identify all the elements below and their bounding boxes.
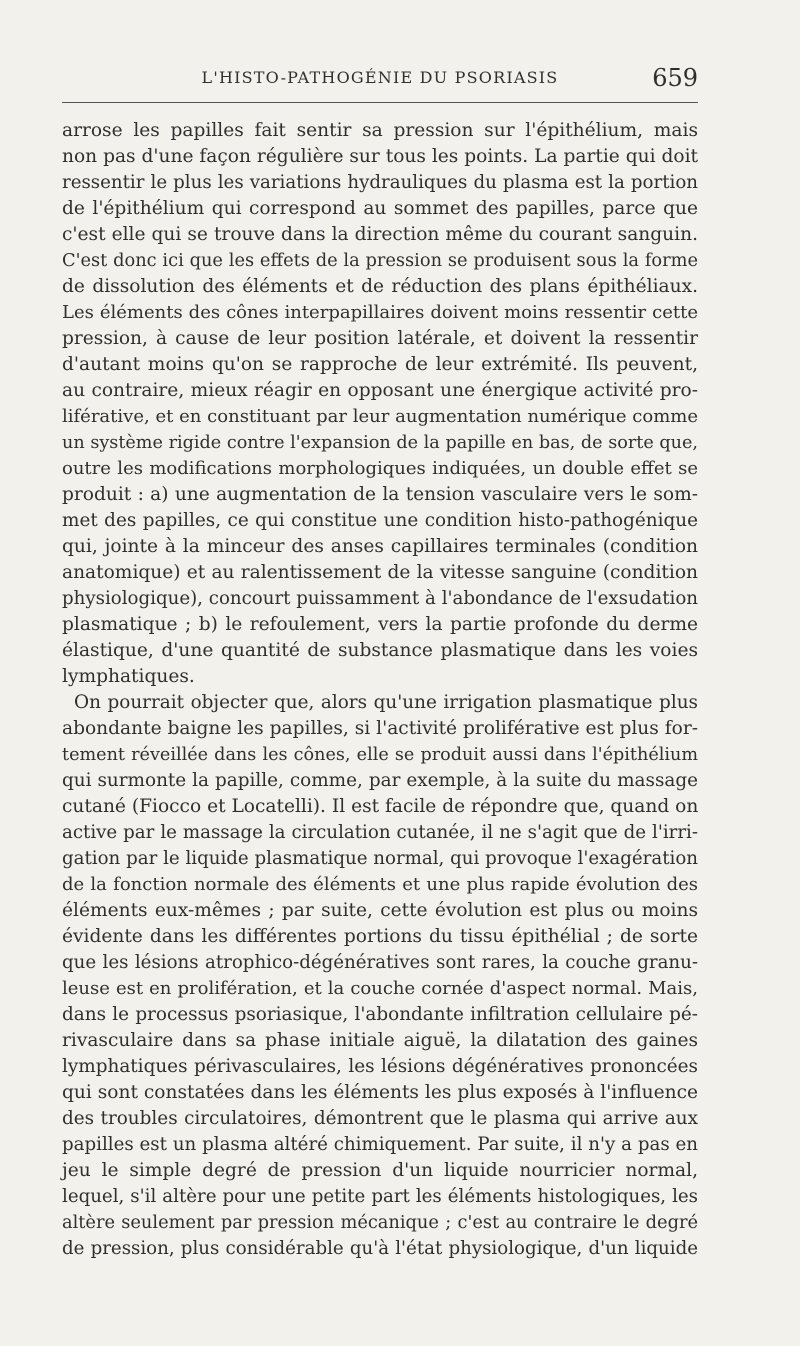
text-line: c'est elle qui se trouve dans la direction même du courant sanguin. xyxy=(62,224,698,245)
text-line: éléments eux-mêmes ; par suite, cette évolution est plus ou moins xyxy=(62,900,698,921)
text-line: tement réveillée dans les cônes, elle se produit aussi dans l'épithélium xyxy=(62,745,698,765)
text-line: cutané (Fiocco et Locatelli). Il est facile de répondre que, quand on xyxy=(62,796,699,817)
body-text xyxy=(62,118,698,1262)
text-line: leuse est en prolifération, et la couche cornée d'aspect normal. Mais, xyxy=(62,978,698,999)
text-line: plasmatique ; b) le refoulement, vers la partie profonde du derme xyxy=(62,614,698,635)
text-line: abondante baigne les papilles, si l'activité proliférative est plus for- xyxy=(62,718,698,739)
header-rule xyxy=(62,102,698,103)
text-line: jeu le simple degré de pression d'un liquide nourricier normal, xyxy=(62,1160,698,1181)
text-line: qui sont constatées dans les éléments les plus exposés à l'influence xyxy=(62,1082,698,1103)
text-line: pression, à cause de leur position latérale, et doivent la ressentir xyxy=(62,328,698,349)
text-line: gation par le liquide plasmatique normal, qui provoque l'exagération xyxy=(62,848,698,869)
text-line: qui surmonte la papille, comme, par exemple, à la suite du massage xyxy=(62,770,698,791)
text-line: non pas d'une façon régulière sur tous les points. La partie qui doit xyxy=(62,146,698,167)
text-line: active par le massage la circulation cutanée, il ne s'agit que de l'irri- xyxy=(62,822,698,843)
text-line: outre les modifications morphologiques indiquées, un double effet se xyxy=(62,458,698,479)
text-line: On pourrait objecter que, alors qu'une irrigation plasmatique plus xyxy=(74,692,698,713)
text-line: physiologique), concourt puissamment à l'abondance de l'exsudation xyxy=(62,588,698,609)
text-line: anatomique) et au ralentissement de la vitesse sanguine (condition xyxy=(62,562,698,583)
text-line: élastique, d'une quantité de substance plasmatique dans les voies xyxy=(62,640,698,661)
running-title: L'HISTO-PATHOGÉNIE DU PSORIASIS xyxy=(201,68,559,87)
text-line: de la fonction normale des éléments et une plus rapide évolution des xyxy=(62,874,698,895)
text-line: rivasculaire dans sa phase initiale aiguë, la dilatation des gaines xyxy=(62,1030,698,1051)
text-line: évidente dans les différentes portions du tissu épithélial ; de sorte xyxy=(62,926,698,947)
text-line: de l'épithélium qui correspond au sommet des papilles, parce que xyxy=(62,198,698,219)
text-line: Les éléments des cônes interpapillaires doivent moins ressentir cette xyxy=(62,302,698,323)
page-number: 659 xyxy=(652,64,698,92)
text-line: liférative, et en constituant par leur augmentation numérique comme xyxy=(62,406,698,427)
text-line: de pression, plus considérable qu'à l'état physiologique, d'un liquide xyxy=(62,1238,698,1259)
text-line: arrose les papilles fait sentir sa pression sur l'épithélium, mais xyxy=(62,120,698,141)
running-head xyxy=(62,64,698,92)
text-line: ressentir le plus les variations hydrauliques du plasma est la portion xyxy=(62,172,698,193)
text-line: altère seulement par pression mécanique ; c'est au contraire le degré xyxy=(62,1212,698,1233)
text-line: met des papilles, ce qui constitue une condition histo-pathogénique xyxy=(62,510,698,531)
text-line: lymphatiques périvasculaires, les lésions dégénératives prononcées xyxy=(62,1056,698,1077)
text-line: de dissolution des éléments et de réduction des plans épithéliaux. xyxy=(62,276,698,297)
text-line: papilles est un plasma altéré chimiquement. Par suite, il n'y a pas en xyxy=(62,1134,698,1155)
text-line: C'est donc ici que les effets de la pression se produisent sous la forme xyxy=(62,250,698,271)
text-line: que les lésions atrophico-dégénératives sont rares, la couche granu- xyxy=(62,952,698,973)
text-line: produit : a) une augmentation de la tension vasculaire vers le som- xyxy=(62,484,698,505)
text-line: des troubles circulatoires, démontrent que le plasma qui arrive aux xyxy=(62,1108,698,1129)
text-line: lymphatiques. xyxy=(62,666,195,687)
text-line: lequel, s'il altère pour une petite part les éléments histologiques, les xyxy=(62,1186,698,1207)
text-line: qui, jointe à la minceur des anses capillaires terminales (condition xyxy=(62,536,698,557)
paragraph-1 xyxy=(62,118,698,690)
text-line: dans le processus psoriasique, l'abondante infiltration cellulaire pé- xyxy=(62,1004,698,1025)
text-line: d'autant moins qu'on se rapproche de leur extrémité. Ils peuvent, xyxy=(62,354,698,375)
text-line: au contraire, mieux réagir en opposant une énergique activité pro- xyxy=(62,380,698,401)
paragraph-2 xyxy=(62,690,698,1262)
text-line: un système rigide contre l'expansion de la papille en bas, de sorte que, xyxy=(62,433,698,453)
